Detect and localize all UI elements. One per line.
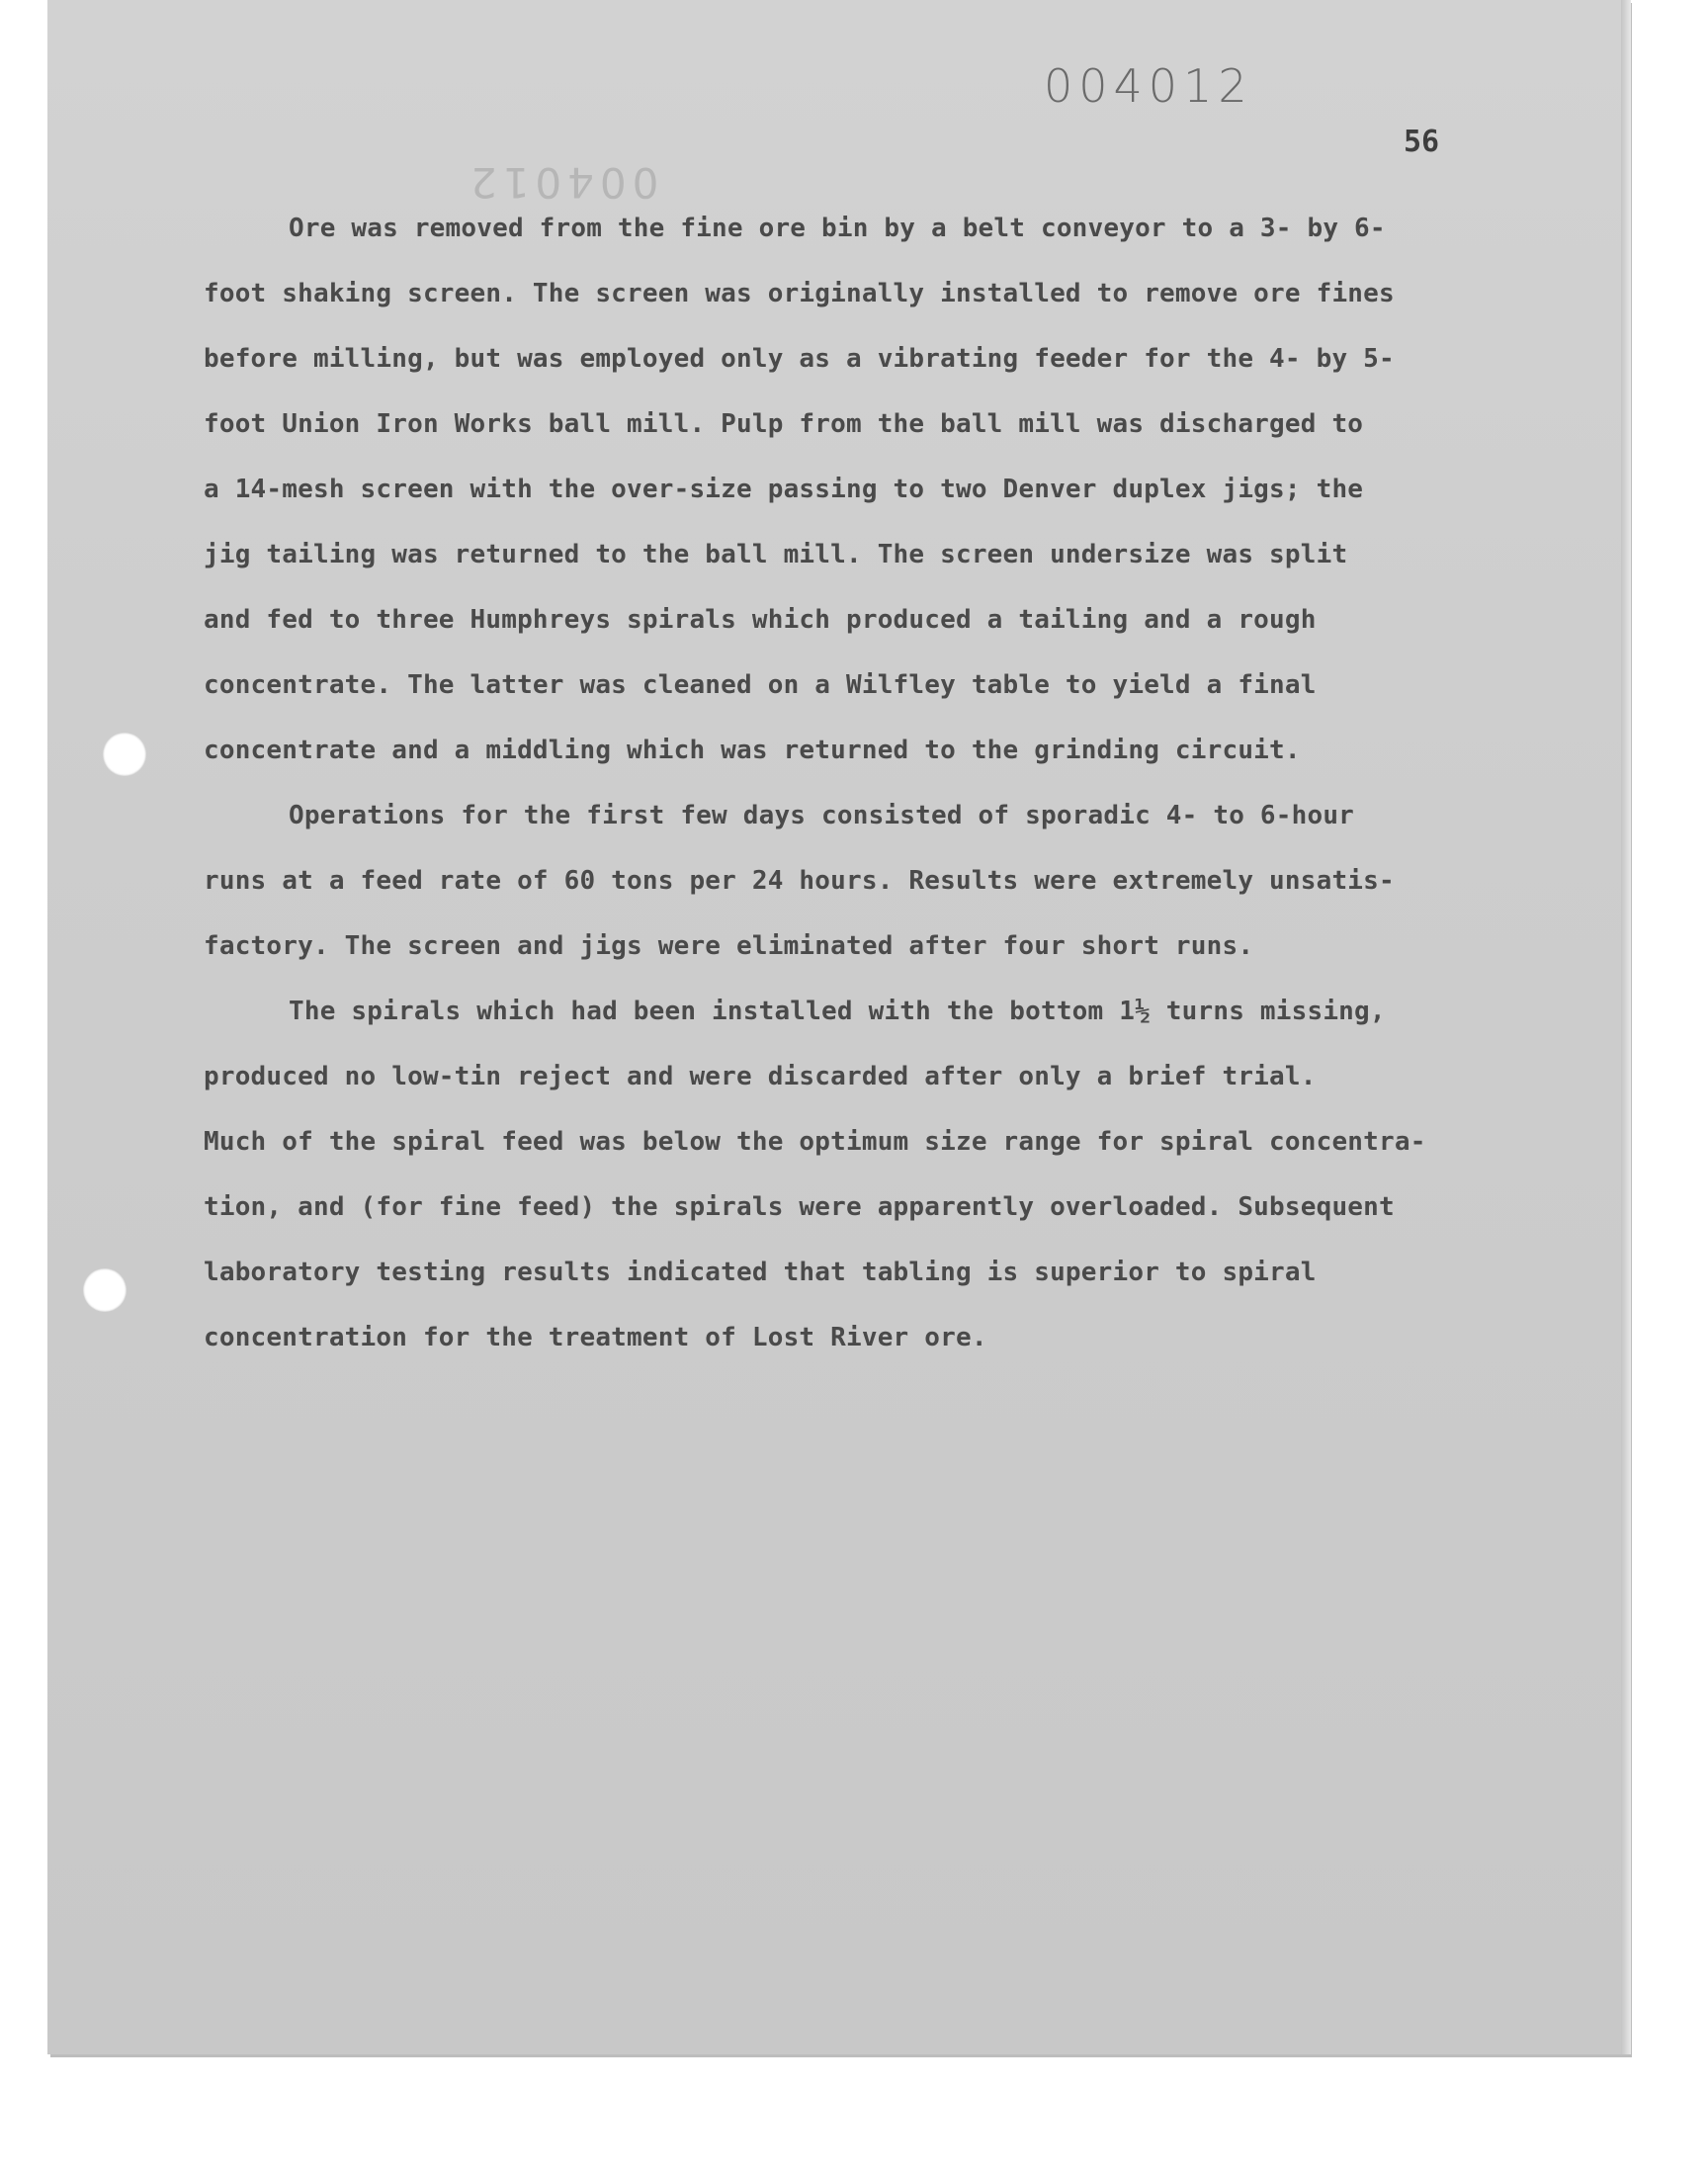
- text-line: concentration for the treatment of Lost River ore.: [204, 1323, 987, 1352]
- text-line: The spirals which had been installed with the bottom 1½ turns missing,: [289, 997, 1386, 1026]
- text-line: foot Union Iron Works ball mill. Pulp from the ball mill was discharged to: [204, 409, 1364, 439]
- text-line: a 14-mesh screen with the over-size passing to two Denver duplex jigs; the: [204, 475, 1364, 504]
- text-line: before milling, but was employed only as a vibrating feeder for the 4- by 5-: [204, 344, 1395, 374]
- text-line: concentrate and a middling which was returned to the grinding circuit.: [204, 736, 1301, 765]
- paragraph-1: [204, 196, 1498, 783]
- text-line: laboratory testing results indicated that tabling is superior to spiral: [204, 1258, 1317, 1287]
- punch-hole: [83, 1268, 127, 1312]
- text-line: tion, and (for fine feed) the spirals were apparently overloaded. Subsequent: [204, 1192, 1395, 1222]
- serial-number-stamp: 004012: [1044, 59, 1253, 113]
- text-line: runs at a feed rate of 60 tons per 24 hours. Results were extremely unsatis-: [204, 866, 1395, 896]
- text-line: jig tailing was returned to the ball mill. The screen undersize was split: [204, 540, 1348, 569]
- text-line: produced no low-tin reject and were discarded after only a brief trial.: [204, 1062, 1317, 1091]
- paragraph-3: [204, 979, 1498, 1370]
- body-text: [204, 196, 1498, 1370]
- serial-number-bleedthrough: 004012: [465, 158, 659, 207]
- bottom-margin: [0, 2062, 1708, 2175]
- text-line: foot shaking screen. The screen was originally installed to remove ore fines: [204, 279, 1395, 308]
- text-line: Much of the spiral feed was below the optimum size range for spiral concentra-: [204, 1127, 1426, 1157]
- text-line: concentrate. The latter was cleaned on a Wilfley table to yield a final: [204, 670, 1317, 700]
- text-line: factory. The screen and jigs were eliminated after four short runs.: [204, 931, 1254, 961]
- page-number: 56: [1404, 125, 1440, 159]
- punch-hole: [103, 733, 146, 776]
- text-line: Ore was removed from the fine ore bin by a belt conveyor to a 3- by 6-: [289, 214, 1386, 243]
- page-edge: [1621, 0, 1631, 2054]
- paragraph-2: [204, 783, 1498, 979]
- text-line: and fed to three Humphreys spirals which produced a tailing and a rough: [204, 605, 1317, 635]
- text-line: Operations for the first few days consisted of sporadic 4- to 6-hour: [289, 801, 1355, 830]
